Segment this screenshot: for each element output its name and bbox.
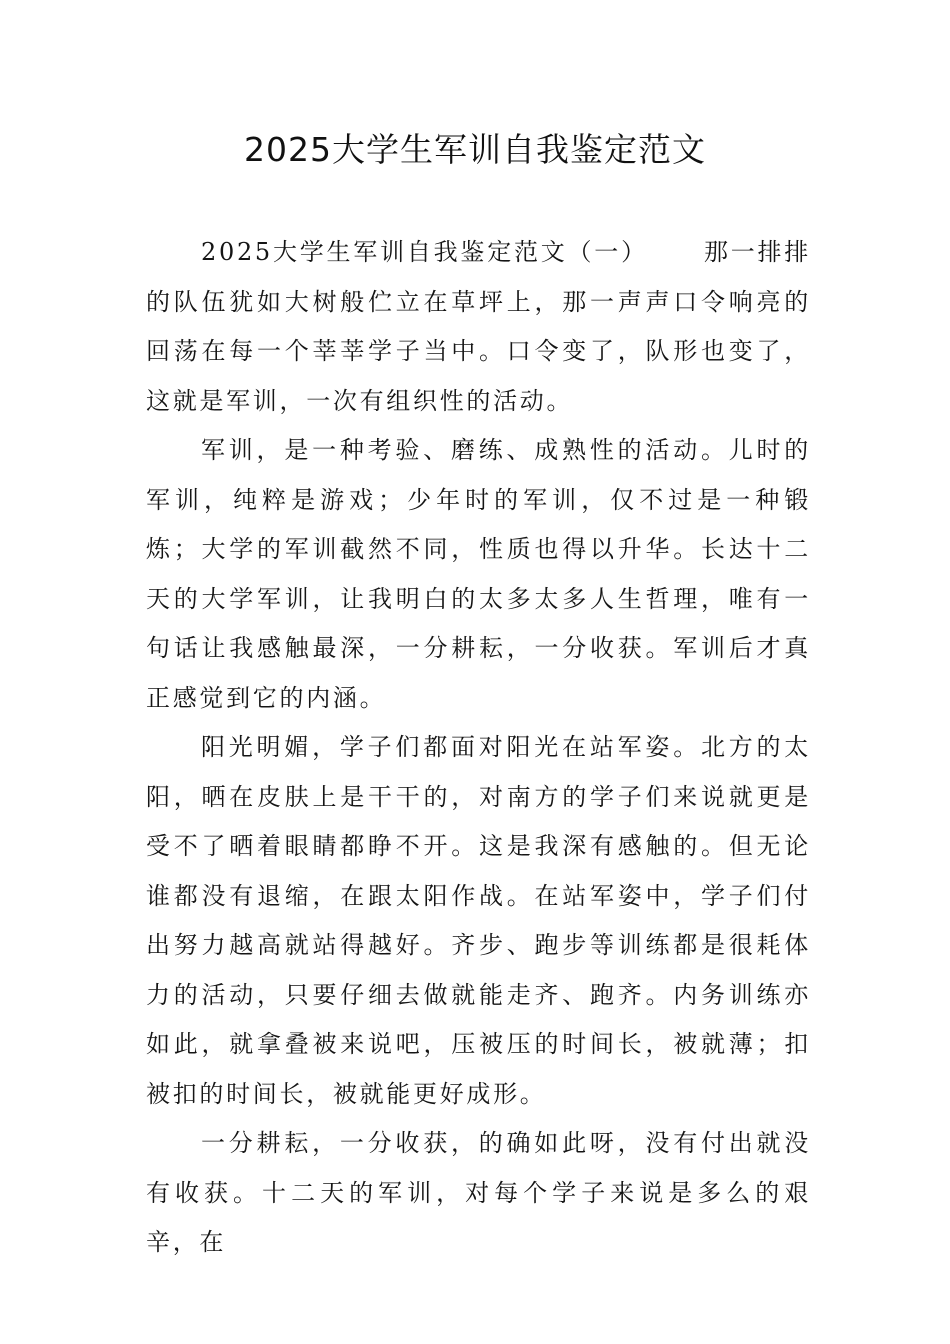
paragraph-1-text: 那一排排的队伍犹如大树般伫立在草坪上，那一声声口令响亮的回荡在每一个莘莘学子当中。口令变了，队形也变了，这就是军训，一次有组织性的活动。 [146, 238, 811, 415]
paragraph-3: 阳光明媚，学子们都面对阳光在站军姿。北方的太阳，晒在皮肤上是干干的，对南方的学子们来说就更是受不了晒着眼睛都睁不开。这是我深有感触的。但无论谁都没有退缩，在跟太阳作战。在站军姿中，学子们付出努力越高就站得越好。齐步、跑步等训练都是很耗体力的活动，只要仔细去做就能走齐、跑齐。内务训练亦如此，就拿叠被来说吧，压被压的时间长，被就薄；扣被扣的时间长，被就能更好成形。 [146, 733, 811, 1108]
paragraph-4: 一分耕耘，一分收获，的确如此呀，没有付出就没有收获。十二天的军训，对每个学子来说是多么的艰辛，在 [146, 1129, 811, 1256]
paragraph-2: 军训，是一种考验、磨练、成熟性的活动。儿时的军训，纯粹是游戏；少年时的军训，仅不过是一种锻炼；大学的军训截然不同，性质也得以升华。长达十二天的大学军训，让我明白的太多太多人生哲理，唯有一句话让我感触最深，一分耕耘，一分收获。军训后才真正感觉到它的内涵。 [146, 436, 811, 712]
document-body [146, 228, 811, 1268]
document-title: 2025大学生军训自我鉴定范文 [244, 130, 706, 169]
paragraph-1 [146, 228, 811, 426]
section-heading: 2025大学生军训自我鉴定范文（一） [201, 238, 648, 266]
